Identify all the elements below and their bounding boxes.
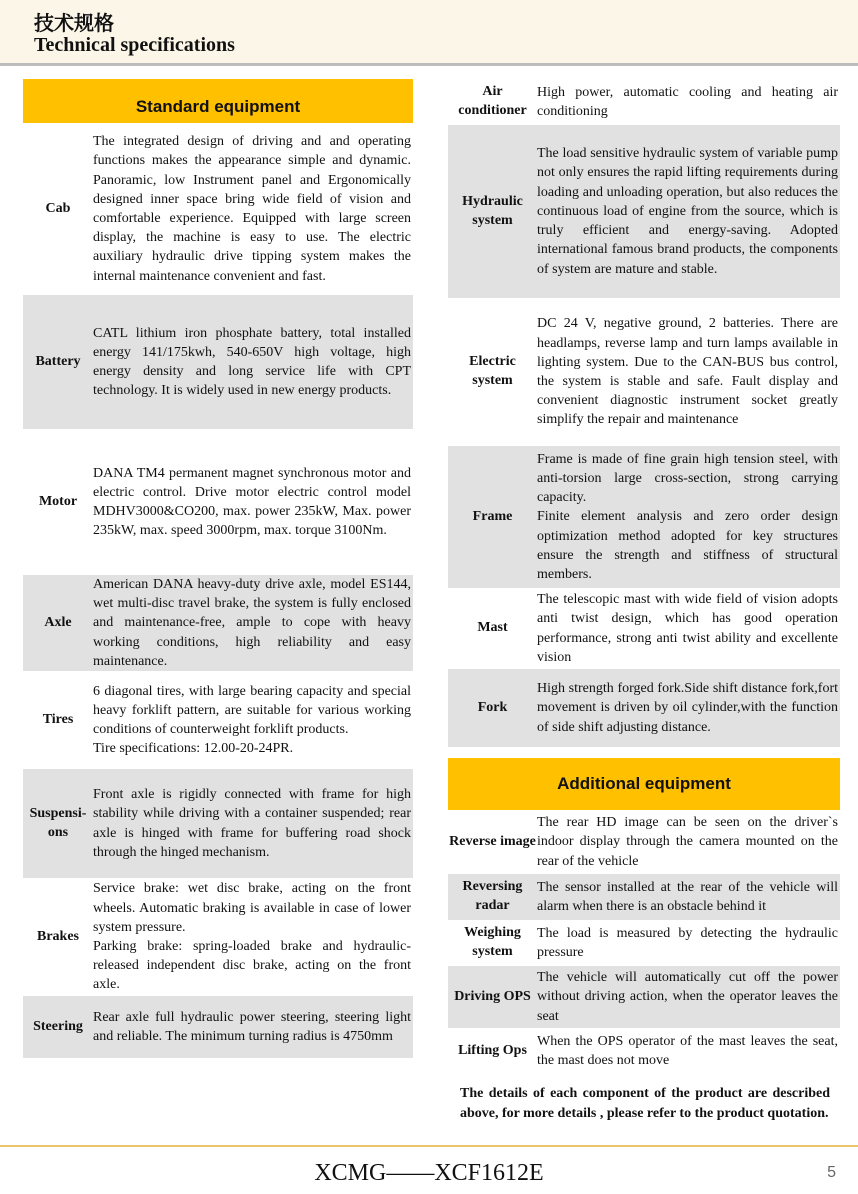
spec-description: DC 24 V, negative ground, 2 batteries. There are headlamps, reverse lamp and turn lamps available in lighting system. Due to the CAN-BUS bus control, the system is stable and safe. Fault display and convenient diagnostic instrument socket greatly simplify the repair and maintenance — [537, 316, 838, 428]
spec-row-weighing-system — [448, 920, 840, 966]
spec-description: The rear HD image can be seen on the driver`s indoor display through the camera mounted on the rear of the vehicle — [537, 815, 838, 869]
standard-equipment-table — [23, 79, 413, 1058]
page-number: 5 — [827, 1164, 836, 1181]
header-divider — [0, 63, 858, 66]
spec-row-fork — [448, 669, 840, 747]
spec-row-tires — [23, 671, 413, 769]
footer-divider — [0, 1145, 858, 1147]
spec-label: Battery — [35, 353, 81, 369]
spec-row-air-conditioner — [448, 79, 840, 125]
spec-row-lifting-ops — [448, 1028, 840, 1074]
spec-row-mast — [448, 588, 840, 669]
spec-row-brakes — [23, 878, 413, 996]
spec-label: Axle — [44, 614, 72, 630]
quotation-note: The details of each component of the product are described above, for more details , please refer to the product quotation. — [460, 1086, 830, 1121]
spec-description: DANA TM4 permanent magnet synchronous motor and electric control. Drive motor electric control model MDHV3000&CO200, max. power 235kW, Max. power 235kW, max. speed 3000rpm, max. torque 3100Nm. — [93, 465, 411, 539]
spec-description: The sensor installed at the rear of the vehicle will alarm when there is an obstacle behind it — [537, 879, 838, 914]
spec-description: High power, automatic cooling and heating air conditioning — [537, 84, 838, 119]
spec-label: Suspensi-ons — [29, 805, 87, 840]
spec-row-reverse-image — [448, 810, 840, 874]
standard-equipment-table-continued — [448, 79, 840, 1074]
spec-label: Electric system — [469, 354, 516, 388]
spec-row-driving-ops — [448, 966, 840, 1028]
spec-description: Front axle is rigidly connected with frame for high stability while driving with a container suspended; rear axle is hinged with frame for buffering road shock through the hinged mechanism. — [93, 787, 411, 860]
spec-description: Frame is made of fine grain high tension steel, with anti-torsion large cross-section, strong carrying capacity. Finite element analysis and zero order design optimization method adopted for key structures ensure the strength and stiffness of structural members. — [537, 451, 838, 582]
spec-label: Motor — [38, 493, 78, 509]
spec-row-steering — [23, 996, 413, 1058]
spec-row-cab — [23, 123, 413, 295]
spec-row-motor — [23, 429, 413, 575]
additional-equipment-heading: Additional equipment — [448, 758, 840, 810]
spec-label: Brakes — [37, 928, 79, 944]
spec-description: High strength forged fork.Side shift distance fork,fort movement is driven by oil cylinder,with the function of side shift adjusting distance. — [537, 681, 838, 735]
spec-description: Rear axle full hydraulic power steering, steering light and reliable. The minimum turning radius is 4750mm — [93, 1009, 411, 1044]
spec-label: Mast — [477, 620, 508, 636]
spec-description: Service brake: wet disc brake, acting on the front wheels. Automatic braking is available in case of lower system pressure. Parking brake: spring-loaded brake and hydraulic-released independent disc brake, acting on the front axle. — [93, 881, 411, 993]
spec-description: CATL lithium iron phosphate battery, total installed energy 141/175kwh, 540-650V high voltage, high energy density and long service life with CPT technology. It is widely used in new energy products. — [93, 325, 411, 399]
spec-row-electric-system — [448, 298, 840, 446]
page-title-chinese: 技术规格 — [34, 11, 114, 35]
spec-row-reversing-radar — [448, 874, 840, 920]
spec-row-axle — [23, 575, 413, 671]
spec-row-hydraulic-system — [448, 125, 840, 298]
spec-description: When the OPS operator of the mast leaves the seat, the mast does not move — [537, 1033, 838, 1068]
spec-label: Fork — [477, 699, 508, 715]
spec-label: Weighing system — [464, 925, 521, 959]
footer-model-name: XCMG——XCF1612E — [314, 1160, 544, 1186]
spec-label: Reversing radar — [462, 879, 523, 913]
spec-label: Cab — [45, 200, 71, 216]
spec-description: American DANA heavy-duty drive axle, model ES144, wet multi-disc travel brake, the system is fully enclosed and maintenance-free, ample to cope with heavy working conditions, high reliability and easy maintenance. — [93, 577, 411, 669]
spec-label: Frame — [472, 508, 513, 524]
spec-label: Lifting Ops — [458, 1042, 527, 1058]
spec-label: Hydraulic system — [462, 193, 523, 228]
table-gap — [448, 747, 840, 758]
spec-label: Air conditioner — [458, 84, 527, 118]
spec-label: Driving OPS — [454, 988, 531, 1004]
spec-label: Tires — [42, 711, 74, 727]
standard-equipment-heading: Standard equipment — [23, 79, 413, 123]
spec-description: The integrated design of driving and and operating functions makes the appearance simple and dynamic. Panoramic, low Instrument panel and Ergonomically designed inner space bring wide field of vision and comfortable experience. Equipped with large screen display, the machine is easy to use. The electric auxiliary hydraulic drive tipping system makes the internal maintenance convenient and fast. — [93, 134, 411, 284]
spec-description: The load sensitive hydraulic system of variable pump not only ensures the rapid lifting requirements during loading and unloading operation, but also reduces the continuous load of engine from the source, which is truly efficient and energy-saving. Adopted international famous brand products, the components of system are mature and stable. — [537, 146, 838, 277]
page-title-english: Technical specifications — [34, 34, 235, 56]
spec-row-suspensions — [23, 769, 413, 878]
spec-label: Reverse image — [449, 833, 536, 849]
spec-description: The telescopic mast with wide field of vision adopts anti twist design, which has good operation performance, strong anti twist ability and excellente vision — [537, 592, 838, 665]
spec-label: Steering — [33, 1018, 83, 1034]
spec-description: 6 diagonal tires, with large bearing capacity and special heavy forklift pattern, are suitable for various working conditions of counterweight forklift products. Tire specifications: 12.00-20-24PR. — [93, 683, 411, 757]
spec-row-frame — [448, 446, 840, 588]
spec-row-battery — [23, 295, 413, 429]
spec-description: The vehicle will automatically cut off the power without driving action, when the operator leaves the seat — [537, 970, 838, 1024]
spec-description: The load is measured by detecting the hydraulic pressure — [537, 925, 838, 960]
